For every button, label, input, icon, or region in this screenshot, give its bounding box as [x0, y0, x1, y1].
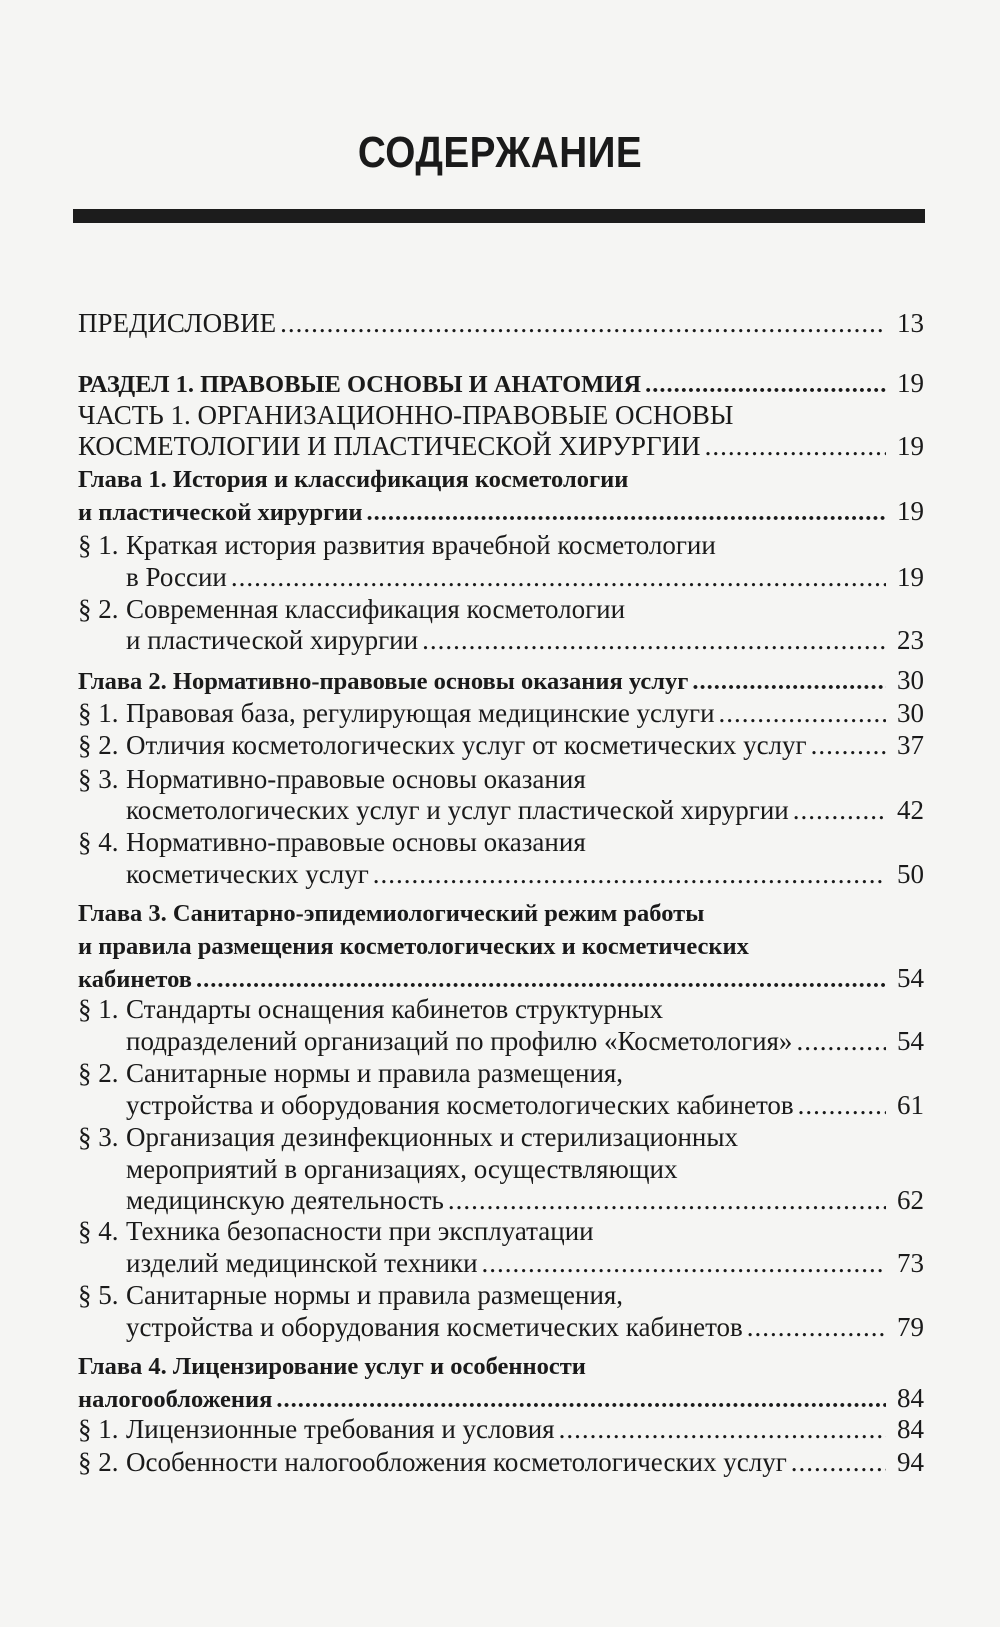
entry-title: Организация дезинфекционных и стерилизационных — [126, 1122, 738, 1152]
page-number: 30 — [897, 665, 924, 695]
dot-leader — [692, 665, 886, 699]
entry-title: в России — [126, 562, 227, 592]
dot-leader — [448, 1183, 886, 1217]
entry-title: и правила размещения косметологических и косметических — [78, 933, 749, 960]
section-number: § 3. — [78, 764, 119, 794]
section-number: § 5. — [78, 1280, 119, 1310]
dot-leader — [645, 368, 886, 402]
toc-entry — [126, 1152, 924, 1186]
toc-entry — [126, 1246, 924, 1280]
dot-leader — [559, 1412, 886, 1446]
toc-entry — [78, 1214, 924, 1248]
dot-leader — [811, 728, 886, 762]
dot-leader — [719, 696, 886, 730]
toc-entry — [78, 429, 924, 463]
section-number: § 2. — [78, 730, 119, 760]
entry-title: ЧАСТЬ 1. ОРГАНИЗАЦИОННО-ПРАВОВЫЕ ОСНОВЫ — [78, 400, 734, 430]
entry-title: Глава 3. Санитарно-эпидемиологический режим работы — [78, 900, 705, 927]
page-number: 19 — [897, 368, 924, 398]
entry-title: Краткая история развития врачебной косметологии — [126, 530, 716, 560]
page-number: 61 — [897, 1090, 924, 1120]
toc-entry — [126, 1088, 924, 1122]
entry-title: косметологических услуг и услуг пластической хирургии — [126, 795, 789, 825]
entry-title: Глава 1. История и классификация косметологии — [78, 466, 629, 493]
page-number: 94 — [897, 1447, 924, 1477]
toc-entry — [78, 1445, 924, 1479]
dot-leader — [482, 1246, 886, 1280]
page-number: 54 — [897, 963, 924, 993]
page-title: СОДЕРЖАНИЕ — [357, 128, 643, 177]
entry-title: косметических услуг — [126, 859, 369, 889]
toc-entry — [126, 1183, 924, 1217]
toc-entry — [78, 762, 924, 796]
entry-title: налогообложения — [78, 1386, 273, 1413]
page-number: 23 — [897, 625, 924, 655]
entry-title: Правовая база, регулирующая медицинские услуги — [126, 698, 715, 728]
page-number: 84 — [897, 1383, 924, 1413]
entry-title: Санитарные нормы и правила размещения, — [126, 1280, 624, 1310]
dot-leader — [791, 1445, 886, 1479]
section-number: § 2. — [78, 594, 119, 624]
section-number: § 2. — [78, 1447, 119, 1477]
toc-entry — [78, 592, 924, 626]
dot-leader — [422, 623, 886, 657]
page-number: 42 — [897, 795, 924, 825]
entry-title: РАЗДЕЛ 1. ПРАВОВЫЕ ОСНОВЫ И АНАТОМИЯ — [78, 371, 642, 398]
entry-title: мероприятий в организациях, осуществляющих — [126, 1154, 678, 1184]
dot-leader — [796, 1024, 886, 1058]
toc-entry — [126, 1024, 924, 1058]
toc-heading — [78, 1350, 924, 1384]
page-number: 37 — [897, 730, 924, 760]
toc-entry — [78, 1278, 924, 1312]
entry-title: Современная классификация косметологии — [126, 594, 626, 624]
dot-leader — [793, 793, 886, 827]
entry-title: Глава 2. Нормативно-правовые основы оказания услуг — [78, 668, 689, 695]
section-number: § 4. — [78, 1216, 119, 1246]
entry-title: изделий медицинской техники — [126, 1248, 478, 1278]
page-number: 19 — [897, 496, 924, 526]
toc-entry — [78, 696, 924, 730]
page-number: 73 — [897, 1248, 924, 1278]
toc-heading — [78, 366, 924, 402]
toc-entry — [78, 528, 924, 562]
page-number: 84 — [897, 1414, 924, 1444]
page-number: 79 — [897, 1312, 924, 1342]
toc-heading — [78, 663, 924, 699]
page-number: 13 — [897, 308, 924, 338]
dot-leader — [366, 496, 886, 530]
entry-title: Нормативно-правовые основы оказания — [126, 827, 586, 857]
page-number: 19 — [897, 431, 924, 461]
toc-heading — [78, 494, 924, 530]
entry-title: и пластической хирургии — [126, 625, 419, 655]
toc-entry — [126, 793, 924, 827]
toc-entry — [78, 1056, 924, 1090]
dot-leader — [231, 560, 886, 594]
entry-title: Глава 4. Лицензирование услуг и особенности — [78, 1353, 586, 1380]
dot-leader — [747, 1310, 886, 1344]
section-number: § 2. — [78, 1058, 119, 1088]
section-number: § 1. — [78, 1414, 119, 1444]
entry-title: и пластической хирургии — [78, 499, 363, 526]
toc-heading — [78, 463, 924, 497]
toc-entry — [126, 1310, 924, 1344]
entry-title: Техника безопасности при эксплуатации — [126, 1216, 594, 1246]
entry-title: Санитарные нормы и правила размещения, — [126, 1058, 624, 1088]
entry-title: КОСМЕТОЛОГИИ И ПЛАСТИЧЕСКОЙ ХИРУРГИИ — [78, 431, 701, 461]
section-number: § 1. — [78, 698, 119, 728]
toc-heading — [78, 897, 924, 931]
dot-leader — [373, 857, 886, 891]
page-number: 62 — [897, 1185, 924, 1215]
entry-title: Нормативно-правовые основы оказания — [126, 764, 586, 794]
toc-entry — [78, 728, 924, 762]
section-number: § 1. — [78, 994, 119, 1024]
entry-title: кабинетов — [78, 966, 192, 993]
entry-title: медицинскую деятельность — [126, 1185, 444, 1215]
toc-entry — [126, 623, 924, 657]
toc-entry — [78, 398, 924, 432]
toc-entry — [78, 992, 924, 1026]
entry-title: Отличия косметологических услуг от косметических услуг — [126, 730, 807, 760]
dot-leader — [798, 1088, 886, 1122]
page-number: 19 — [897, 562, 924, 592]
dot-leader — [705, 429, 886, 463]
section-number: § 1. — [78, 530, 119, 560]
toc-entry — [126, 560, 924, 594]
dot-leader — [280, 306, 886, 340]
toc-entry — [78, 825, 924, 859]
entry-title: Особенности налогообложения косметологических услуг — [126, 1447, 787, 1477]
toc-entry — [78, 1120, 924, 1154]
page-number: 54 — [897, 1026, 924, 1056]
entry-title: ПРЕДИСЛОВИЕ — [78, 308, 277, 338]
entry-title: подразделений организаций по профилю «Косметология» — [126, 1026, 793, 1056]
toc-entry — [78, 1412, 924, 1446]
section-number: § 3. — [78, 1122, 119, 1152]
entry-title: Лицензионные требования и условия — [126, 1414, 555, 1444]
section-number: § 4. — [78, 827, 119, 857]
entry-title: устройства и оборудования косметических кабинетов — [126, 1312, 743, 1342]
entry-title: Стандарты оснащения кабинетов структурных — [126, 994, 664, 1024]
toc-entry — [78, 306, 924, 340]
page-number: 50 — [897, 859, 924, 889]
page-number: 30 — [897, 698, 924, 728]
entry-title: устройства и оборудования косметологических кабинетов — [126, 1090, 794, 1120]
toc-heading — [78, 930, 924, 964]
toc-entry — [126, 857, 924, 891]
